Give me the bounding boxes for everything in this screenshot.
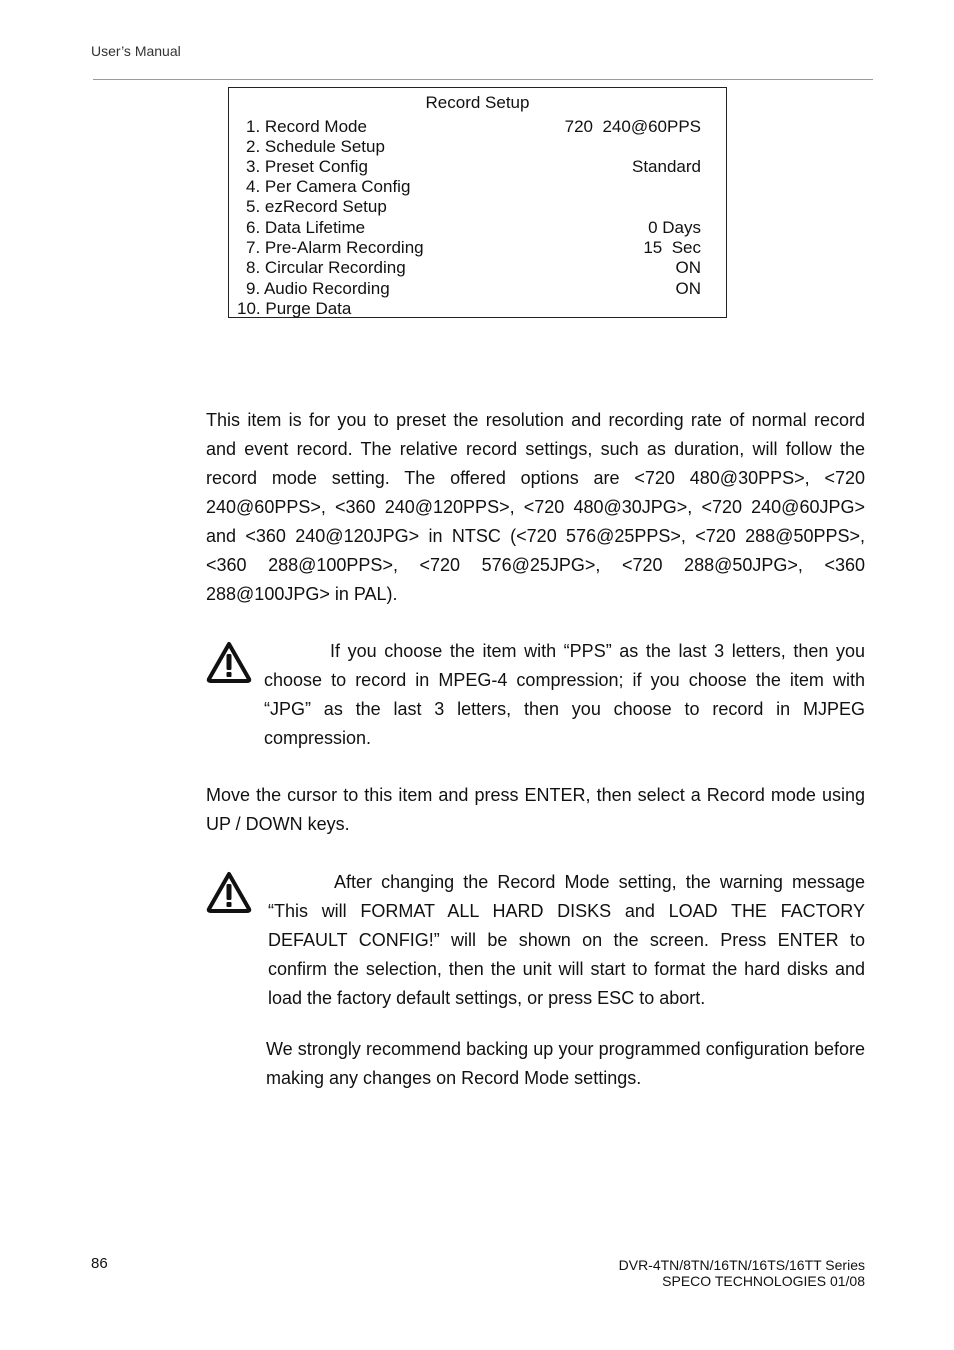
menu-item-value: 0 Days [648, 218, 701, 237]
header-divider [93, 79, 873, 80]
menu-item-value: 15 Sec [643, 238, 701, 257]
menu-item-value: 720 240@60PPS [564, 117, 701, 136]
menu-item-value: ON [675, 258, 701, 277]
menu-item[interactable] [229, 279, 726, 299]
record-mode-description: This item is for you to preset the resolution and recording rate of normal record and event record. The relative record settings, such as duration, will follow the record mode setting. The offered options are <720 480@30PPS>, <720 240@60PPS>, <360 240@120PPS>, <720 480@30JPG>, <720 240@60JPG> and <360 240@120JPG> in NTSC (<720 576@25PPS>, <720 288@50PPS>, <360 288@100PPS>, <720 576@25JPG>, <720 288@50JPG>, <360 288@100JPG> in PAL). [206, 410, 865, 604]
menu-item-label: 10. Purge Data [237, 299, 352, 318]
menu-item-label: 8. Circular Recording [246, 258, 406, 277]
menu-item[interactable] [229, 197, 726, 217]
menu-item[interactable] [229, 299, 726, 319]
menu-item-label: 6. Data Lifetime [246, 218, 366, 237]
menu-item-value: ON [675, 279, 701, 298]
menu-item[interactable] [229, 137, 726, 157]
company-date: SPECO TECHNOLOGIES 01/08 [662, 1273, 865, 1289]
menu-item-label: 1. Record Mode [246, 117, 367, 136]
menu-item-label: 2. Schedule Setup [246, 137, 385, 156]
backup-recommendation: We strongly recommend backing up your programmed configuration before making any changes on Record Mode settings. [266, 1039, 865, 1088]
warning-triangle-icon [205, 870, 253, 914]
format-warning-note: After changing the Record Mode setting, the warning message “This will FORMAT ALL HARD DISKS and LOAD THE FACTORY DEFAULT CONFIG!” will be shown on the screen. Press ENTER to confirm the selection, then the unit will start to format the hard disks and load the factory default settings, or press ESC to abort. [268, 872, 865, 1008]
menu-item-label: 9. Audio Recording [246, 279, 390, 298]
menu-item[interactable] [229, 177, 726, 197]
menu-item-label: 5. ezRecord Setup [246, 197, 387, 216]
menu-item-label: 7. Pre-Alarm Recording [246, 238, 424, 257]
record-setup-menu [228, 87, 727, 318]
warning-triangle-icon [205, 640, 253, 684]
menu-item-label: 3. Preset Config [246, 157, 368, 176]
product-series: DVR-4TN/8TN/16TN/16TS/16TT Series [618, 1257, 865, 1273]
header-title: User’s Manual [91, 43, 181, 59]
instruction-text: Move the cursor to this item and press ENTER, then select a Record mode using UP / DOWN keys. [206, 785, 865, 834]
footer-info [619, 1257, 865, 1289]
menu-item[interactable] [229, 218, 726, 238]
compression-note: If you choose the item with “PPS” as the last 3 letters, then you choose to record in MPEG-4 compression; if you choose the item with “JPG” as the last 3 letters, then you choose to record in MJPEG compression. [264, 641, 865, 748]
page-number: 86 [91, 1255, 108, 1272]
menu-item-label: 4. Per Camera Config [246, 177, 411, 196]
menu-item[interactable] [229, 258, 726, 278]
menu-title: Record Setup [425, 93, 530, 112]
menu-item[interactable] [229, 238, 726, 258]
menu-item-value: Standard [632, 157, 701, 176]
menu-item[interactable] [229, 157, 726, 177]
menu-item[interactable] [229, 117, 726, 137]
